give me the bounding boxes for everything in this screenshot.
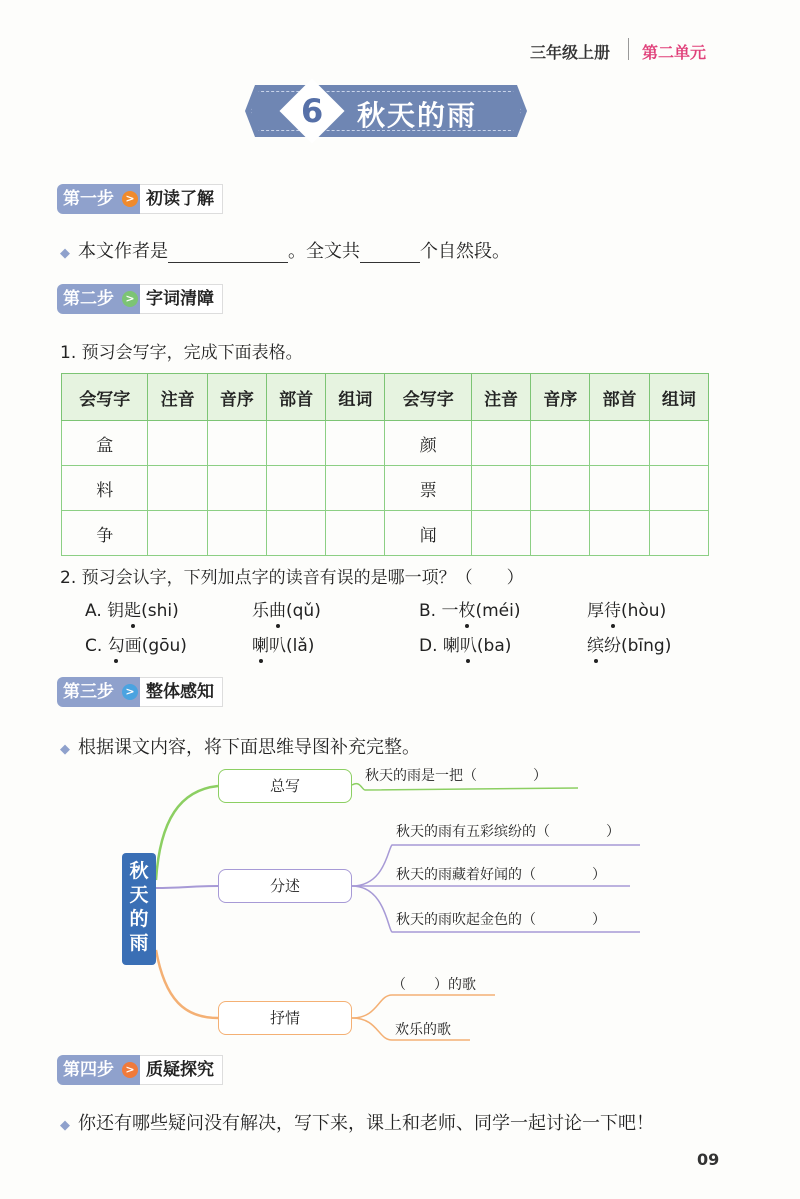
- mindmap-branch-detail: 分述: [218, 869, 352, 903]
- table-row: 争 闻: [62, 511, 709, 556]
- inquiry-instruction: ◆ 你还有哪些疑问没有解决，写下来，课上和老师、同学一起讨论一下吧！: [60, 1113, 654, 1134]
- mindmap-root: 秋天的雨: [122, 853, 156, 965]
- option-a[interactable]: A. 钥匙(shi): [85, 596, 179, 621]
- step-2-tag: 第二步 > 字词清障: [57, 284, 223, 314]
- arrow-icon: >: [122, 684, 138, 700]
- arrow-icon: >: [122, 1062, 138, 1078]
- table-row: 盒 颜: [62, 421, 709, 466]
- mindmap-leaf-detail-1[interactable]: 秋天的雨有五彩缤纷的（ ）: [396, 824, 620, 840]
- step-1-tag: 第一步 > 初读了解: [57, 184, 223, 214]
- table-row: 料 票: [62, 466, 709, 511]
- diamond-bullet-icon: ◆: [60, 246, 70, 261]
- mindmap-branch-total: 总写: [218, 769, 352, 803]
- mindmap-leaf-total-1[interactable]: 秋天的雨是一把（ ）: [365, 768, 547, 784]
- writing-chars-table: 会写字 注音 音序 部首 组词 会写字 注音 音序 部首 组词 盒 颜 料 票 争 闻: [61, 373, 709, 556]
- option-c-word-2: 喇叭(lǎ): [252, 631, 314, 656]
- step-4-tag: 第四步 > 质疑探究: [57, 1055, 223, 1085]
- grade-label: 三年级上册: [530, 43, 611, 62]
- author-question: ◆ 本文作者是 。全文共 个自然段。: [60, 241, 510, 262]
- question-2: 2. 预习会认字，下列加点字的读音有误的是哪一项？（ ）: [60, 568, 524, 588]
- page-number: 09: [697, 1150, 720, 1169]
- mindmap-instruction: ◆ 根据课文内容，将下面思维导图补充完整。: [60, 737, 420, 758]
- diamond-bullet-icon: ◆: [60, 1118, 70, 1133]
- option-d[interactable]: D. 喇叭(ba): [419, 631, 511, 656]
- option-a-word-2: 乐曲(qǔ): [252, 596, 321, 621]
- option-d-word-2: 缤纷(bīng): [587, 631, 671, 656]
- mindmap-leaf-emotion-2: 欢乐的歌: [395, 1022, 451, 1038]
- option-c[interactable]: C. 勾画(gōu): [85, 631, 187, 656]
- mindmap-leaf-emotion-1[interactable]: （ ）的歌: [392, 977, 476, 993]
- option-b-word-2: 厚待(hòu): [587, 596, 666, 621]
- diamond-bullet-icon: ◆: [60, 742, 70, 757]
- arrow-icon: >: [122, 291, 138, 307]
- mindmap-leaf-detail-3[interactable]: 秋天的雨吹起金色的（ ）: [396, 912, 606, 928]
- unit-label: 第二单元: [642, 43, 707, 62]
- mindmap-branch-emotion: 抒情: [218, 1001, 352, 1035]
- question-1: 1. 预习会写字，完成下面表格。: [60, 343, 303, 363]
- option-b[interactable]: B. 一枚(méi): [419, 596, 521, 621]
- arrow-icon: >: [122, 191, 138, 207]
- lesson-title: 秋天的雨: [357, 99, 478, 132]
- lesson-number-badge: 6: [279, 78, 344, 143]
- mindmap-leaf-detail-2[interactable]: 秋天的雨藏着好闻的（ ）: [396, 867, 606, 883]
- step-3-tag: 第三步 > 整体感知: [57, 677, 223, 707]
